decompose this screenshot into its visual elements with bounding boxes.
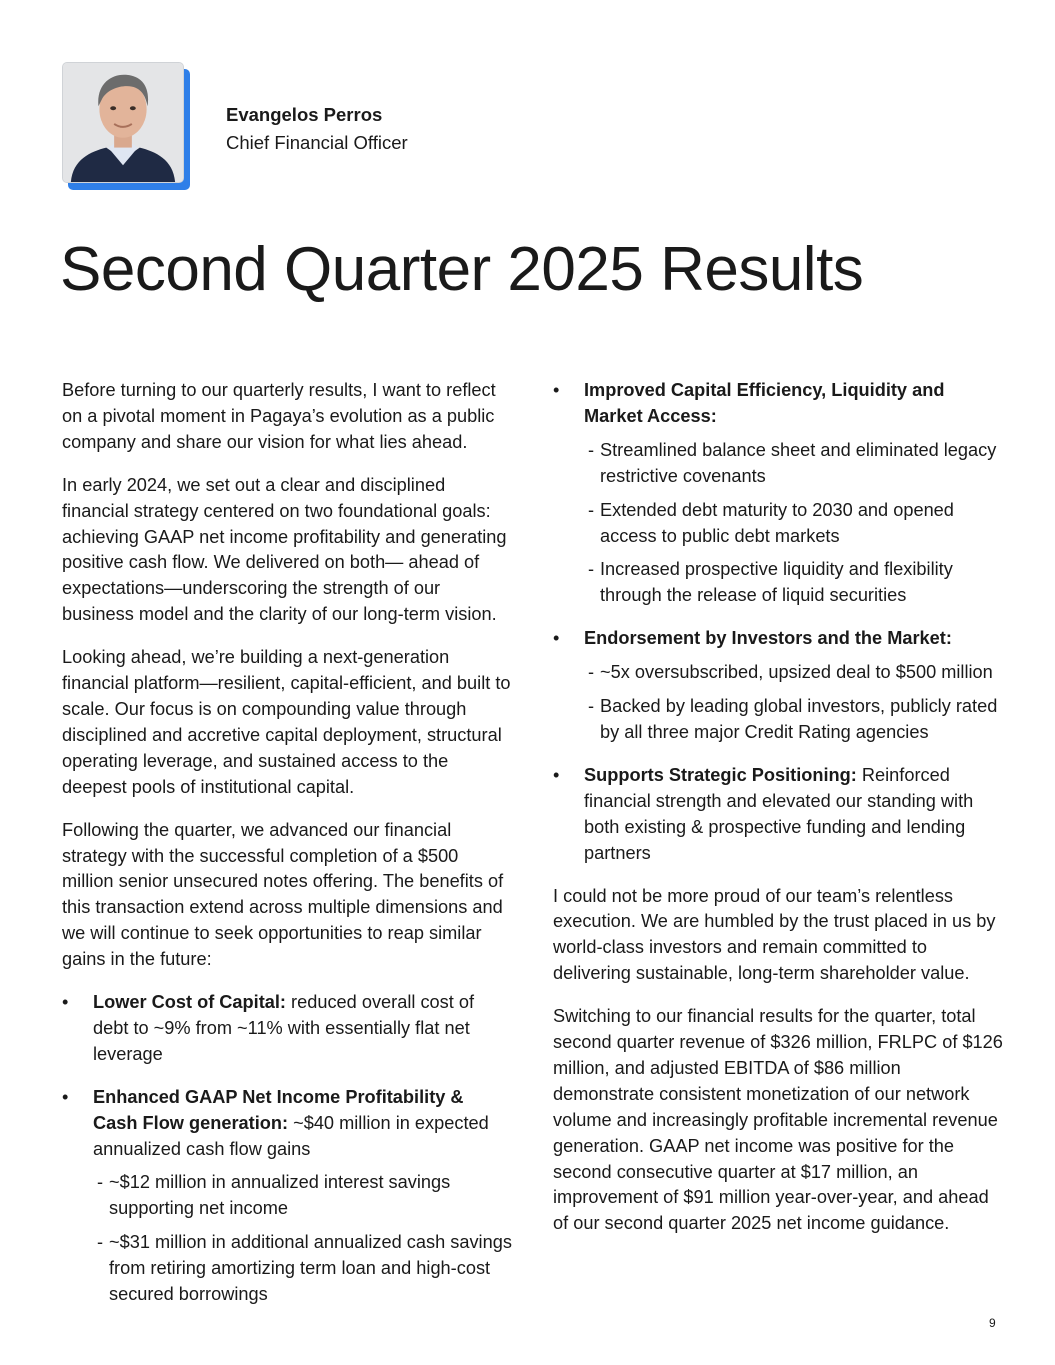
results-paragraph: Switching to our financial results for the quarter, total second quarter revenue of $326 million, FRLPC of $126 million, and adjusted EBITDA of $86 million demonstrate consistent monetization of our network volume and increasingly profitable incremental revenue generation. GAAP net income was positive for the second consecutive quarter at $17 million, an improvement of $91 million year-over-year, and ahead of our second quarter 2025 net income guidance. <box>553 1006 1003 1234</box>
sub-list-item: - Increased prospective liquidity and flexibility through the release of liquid securities <box>588 559 953 606</box>
list-item <box>553 626 1003 746</box>
list-item <box>62 990 512 1068</box>
list-item-text: Reinforced financial strength and elevated our standing with both existing & prospective funding and lending partners <box>584 764 974 863</box>
sub-list-item: - ~$12 million in annualized interest savings supporting net income <box>97 1172 451 1219</box>
right-column <box>553 378 1003 1254</box>
sub-list-item: - ~5x oversubscribed, upsized deal to $500 million <box>588 660 1003 686</box>
bullet-icon: • <box>553 628 560 649</box>
team-paragraph: I could not be more proud of our team’s relentless execution. We are humbled by the trust placed in us by world-class investors and remain committed to delivering sustainable, long-term shareholder value. <box>553 885 996 984</box>
bullet-icon: • <box>62 1086 69 1107</box>
page-title: Second Quarter 2025 Results <box>60 235 864 304</box>
sub-list <box>97 1170 512 1308</box>
sub-list <box>588 438 1003 609</box>
bullet-icon: • <box>553 380 560 400</box>
list-item-text: reduced overall cost of debt to ~9% from ~11% with essentially flat net leverage <box>93 992 475 1064</box>
author-photo-frame <box>62 62 190 190</box>
dash-icon: - <box>588 499 595 520</box>
outlook-paragraph: Looking ahead, we’re building a next-generation financial platform—resilient, capital-efficient, and built to scale. Our focus is on compounding value through disciplined and accretive capital deployment, structural operating leverage, and sustained access to the deepest pools of institutional capital. <box>62 647 511 797</box>
bullet-icon: • <box>62 992 69 1013</box>
list-item <box>553 378 1003 609</box>
left-column <box>62 378 512 1325</box>
notes-offering-paragraph: Following the quarter, we advanced our financial strategy with the successful completion of a $500 million senior unsecured notes offering. The benefits of this transaction extend across multiple dimensions and we will continue to seek opportunities to reap similar gains in the future: <box>62 819 504 970</box>
benefits-list-right <box>553 378 1003 867</box>
dash-icon: - <box>588 662 595 683</box>
dash-icon: - <box>97 1232 104 1253</box>
author-role: Chief Financial Officer <box>226 132 408 153</box>
page-number: 9 <box>989 1316 996 1330</box>
list-item-heading: Lower Cost of Capital: <box>93 992 286 1013</box>
strategy-paragraph: In early 2024, we set out a clear and disciplined financial strategy centered on two foundational goals: achieving GAAP net income profitability and generating positive cash flow. We delivered on both— ahead of expectations—underscoring the strength of our business model and the clarity of our long-term vision. <box>62 474 507 625</box>
sub-list-item: - ~$31 million in additional annualized cash savings from retiring amortizing term loan and high-cost secured borrowings <box>97 1232 512 1305</box>
list-item <box>553 763 1003 867</box>
list-item-text: ~$40 million in expected annualized cash flow gains <box>93 1112 489 1159</box>
dash-icon: - <box>588 559 595 580</box>
dash-icon: - <box>588 696 595 717</box>
list-item-heading: Endorsement by Investors and the Market: <box>584 628 952 649</box>
sub-list-item: - Streamlined balance sheet and eliminated legacy restrictive covenants <box>588 439 997 486</box>
sub-list <box>588 660 1003 746</box>
author-name: Evangelos Perros <box>226 104 383 125</box>
sub-list-item: - Backed by leading global investors, publicly rated by all three major Credit Rating agencies <box>588 696 998 742</box>
list-item-heading: Improved Capital Efficiency, Liquidity and Market Access: <box>584 380 945 426</box>
bullet-icon: • <box>553 764 560 785</box>
intro-paragraph: Before turning to our quarterly results, I want to reflect on a pivotal moment in Pagaya’s evolution as a public company and share our vision for what lies ahead. <box>62 380 496 452</box>
sub-list-item: - Extended debt maturity to 2030 and opened access to public debt markets <box>588 499 954 546</box>
portrait-illustration <box>63 63 183 182</box>
dash-icon: - <box>97 1172 104 1193</box>
author-photo <box>62 62 184 183</box>
dash-icon: - <box>588 439 595 460</box>
list-item-heading: Supports Strategic Positioning: <box>584 764 857 785</box>
benefits-list-left <box>62 990 512 1308</box>
list-item <box>62 1085 512 1308</box>
list-item-heading: Enhanced GAAP Net Income Profitability & Cash Flow generation: <box>93 1086 464 1133</box>
